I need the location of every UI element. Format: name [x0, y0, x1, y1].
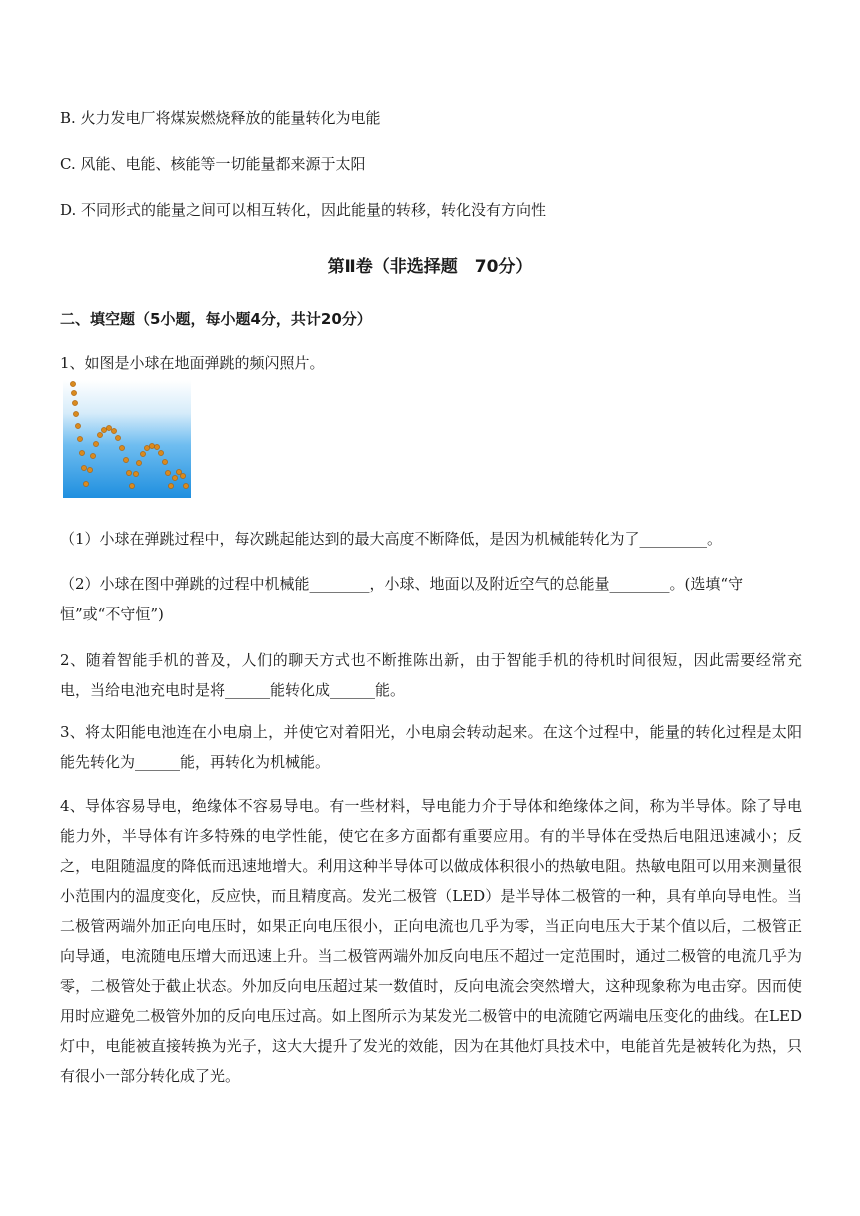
question-1-stem: 1、如图是小球在地面弹跳的频闪照片。 [60, 354, 325, 372]
question-1-part-1: （1）小球在弹跳过程中，每次跳起能达到的最大高度不断降低，是因为机械能转化为了_________。 [60, 530, 723, 548]
option-b: B. 火力发电厂将煤炭燃烧释放的能量转化为电能 [60, 109, 381, 127]
question-2: 2、随着智能手机的普及，人们的聊天方式也不断推陈出新，由于智能手机的待机时间很短，因此需要经常充电，当给电池充电时是将______能转化成______能。 [60, 651, 802, 699]
bouncing-ball-photo [63, 380, 191, 498]
option-d: D. 不同形式的能量之间可以相互转化，因此能量的转移，转化没有方向性 [60, 201, 547, 219]
option-c: C. 风能、电能、核能等一切能量都来源于太阳 [60, 155, 366, 173]
section-title: 第Ⅱ卷（非选择题 70分） [327, 257, 533, 277]
question-3: 3、将太阳能电池连在小电扇上，并使它对着阳光，小电扇会转动起来。在这个过程中，能量的转化过程是太阳能先转化为______能，再转化为机械能。 [60, 723, 802, 771]
question-1-part-2: （2）小球在图中弹跳的过程中机械能________，小球、地面以及附近空气的总能量________。(选填“守恒”或“不守恒”) [60, 575, 744, 623]
question-4: 4、导体容易导电，绝缘体不容易导电。有一些材料，导电能力介于导体和绝缘体之间，称为半导体。除了导电能力外，半导体有许多特殊的电学性能，使它在多方面都有重要应用。有的半导体在受热后电阻迅速减小；反之，电阻随温度的降低而迅速地增大。利用这种半导体可以做成体积很小的热敏电阻。热敏电阻可以用来测量很小范围内的温度变化，反应快，而且精度高。发光二极管（LED）是半导体二极管的一种，具有单向导电性。当二极管两端外加正向电压时，如果正向电压很小，正向电流也几乎为零，当正向电压大于某个值以后，二极管正向导通，电流随电压增大而迅速上升。当二极管两端外加反向电压不超过一定范围时，通过二极管的电流几乎为零，二极管处于截止状态。外加反向电压超过某一数值时，反向电流会突然增大，这种现象称为电击穿。因而使用时应避免二极管外加的反向电压过高。如上图所示为某发光二极管中的电流随它两端电压变化的曲线。在LED灯中，电能被直接转换为光子，这大大提升了发光的效能，因为在其他灯具技术中，电能首先是被转化为热，只有很小一部分转化成了光。 [60, 797, 802, 1085]
part-heading: 二、填空题（5小题，每小题4分，共计20分） [60, 310, 372, 328]
